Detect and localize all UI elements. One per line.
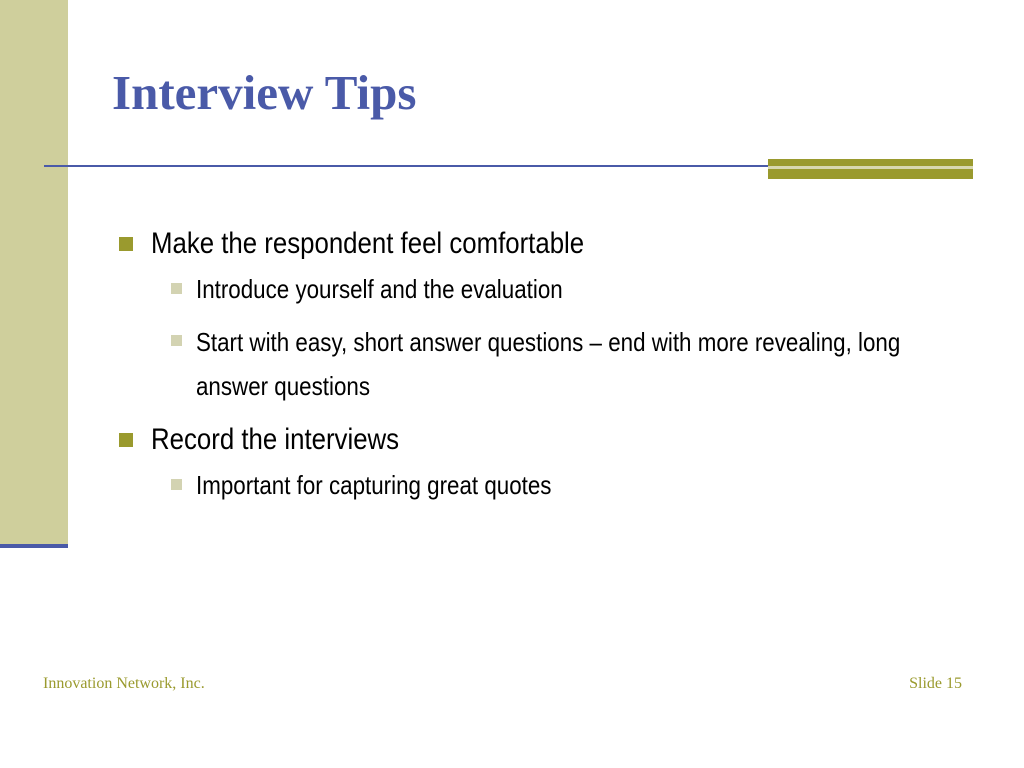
bullet-item — [116, 222, 976, 266]
bullet-item — [116, 418, 976, 462]
footer-organization: Innovation Network, Inc. — [43, 675, 205, 692]
sub-bullet-item — [166, 268, 976, 310]
title-underline — [44, 165, 770, 167]
square-sub-bullet-icon — [171, 479, 182, 490]
sub-bullet-item — [166, 320, 976, 408]
bullet-text: Make the respondent feel comfortable — [151, 227, 585, 260]
sub-bullet-item — [166, 464, 976, 506]
square-sub-bullet-icon — [171, 335, 182, 346]
left-decorative-band — [0, 0, 68, 545]
bullet-text: Record the interviews — [151, 423, 400, 456]
square-bullet-icon — [119, 237, 133, 251]
title-accent-bar — [768, 159, 973, 179]
bullet-list — [116, 222, 976, 516]
sub-bullet-text: Introduce yourself and the evaluation — [196, 274, 563, 304]
square-sub-bullet-icon — [171, 283, 182, 294]
title-accent-stripe — [768, 166, 973, 169]
slide-title: Interview Tips — [112, 65, 417, 120]
sub-bullet-text: Important for capturing great quotes — [196, 470, 552, 500]
sub-bullet-text: Start with easy, short answer questions – end with more revealing, long answer questions — [196, 327, 901, 401]
square-bullet-icon — [119, 433, 133, 447]
footer-slide-number: Slide 15 — [909, 675, 962, 692]
left-band-rule — [0, 544, 68, 548]
